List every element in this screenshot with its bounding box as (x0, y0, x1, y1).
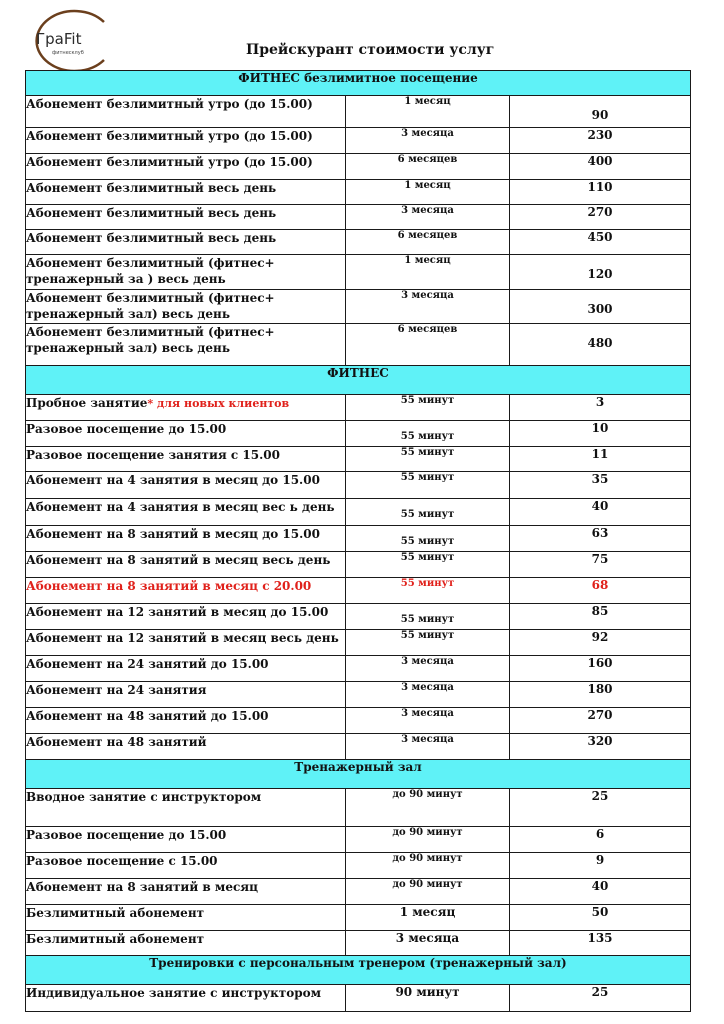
table-row (26, 827, 691, 853)
table-row (26, 205, 691, 230)
service-name-cell (26, 324, 346, 366)
service-duration: 55 минут (346, 421, 510, 447)
service-name: Разовое посещение до 15.00 (26, 827, 346, 853)
service-name: Абонемент на 8 занятий в месяц до 15.00 (26, 526, 346, 552)
service-price: 63 (510, 526, 691, 552)
service-price: 85 (510, 604, 691, 630)
service-name: Абонемент на 48 занятий (26, 734, 346, 760)
service-name: Разовое посещение до 15.00 (26, 421, 346, 447)
service-price: 75 (510, 552, 691, 578)
service-name: Абонемент безлимитный (фитнес+ (26, 325, 275, 339)
service-name: Абонемент безлимитный весь день (26, 230, 346, 255)
service-duration: до 90 минут (346, 789, 510, 827)
service-name: Абонемент на 48 занятий до 15.00 (26, 708, 346, 734)
service-duration: 55 минут (346, 395, 510, 421)
service-duration: 1 месяц (346, 255, 510, 290)
table-row-highlighted (26, 578, 691, 604)
table-row (26, 324, 691, 366)
service-name-cell (26, 395, 346, 421)
service-name-line2: тренажерный зал) весь день (26, 307, 230, 321)
service-price: 135 (510, 931, 691, 956)
service-price: 270 (510, 708, 691, 734)
service-name-line2: тренажерный зал) весь день (26, 341, 230, 355)
section-header-row (26, 366, 691, 395)
section-title: Тренажерный зал (26, 760, 691, 789)
service-duration: 3 месяца (346, 682, 510, 708)
table-row (26, 421, 691, 447)
service-name: Абонемент на 8 занятий в месяц с 20.00 (26, 578, 346, 604)
service-name: Абонемент на 12 занятий в месяц весь день (26, 630, 346, 656)
service-duration: 1 месяц (346, 96, 510, 128)
service-duration: 55 минут (346, 604, 510, 630)
table-row (26, 853, 691, 879)
table-row (26, 526, 691, 552)
table-row (26, 447, 691, 472)
service-duration: 55 минут (346, 499, 510, 526)
service-duration: 1 месяц (346, 905, 510, 931)
table-row (26, 656, 691, 682)
service-price: 40 (510, 499, 691, 526)
table-row (26, 789, 691, 827)
service-price: 68 (510, 578, 691, 604)
table-row (26, 682, 691, 708)
service-duration: 3 месяца (346, 734, 510, 760)
service-name: Абонемент безлимитный утро (до 15.00) (26, 154, 346, 180)
table-row (26, 472, 691, 499)
service-price: 480 (510, 324, 691, 366)
service-price: 3 (510, 395, 691, 421)
service-duration: 55 минут (346, 447, 510, 472)
table-row (26, 552, 691, 578)
service-price: 10 (510, 421, 691, 447)
service-price: 180 (510, 682, 691, 708)
service-name: Абонемент на 4 занятия в месяц вес ь день (26, 499, 346, 526)
service-price: 90 (510, 96, 691, 128)
service-name: Абонемент безлимитный утро (до 15.00) (26, 128, 346, 154)
table-row (26, 230, 691, 255)
service-duration: до 90 минут (346, 879, 510, 905)
section-title: ФИТНЕС безлимитное посещение (26, 71, 691, 96)
service-name: Абонемент на 4 занятия в месяц до 15.00 (26, 472, 346, 499)
service-duration: 3 месяца (346, 708, 510, 734)
service-name: Индивидуальное занятие с инструктором (26, 985, 346, 1012)
service-price: 25 (510, 985, 691, 1012)
service-name: Абонемент безлимитный весь день (26, 205, 346, 230)
service-price: 320 (510, 734, 691, 760)
service-name: Пробное занятие (26, 396, 148, 410)
service-duration: до 90 минут (346, 827, 510, 853)
service-price: 50 (510, 905, 691, 931)
service-name: Безлимитный абонемент (26, 931, 346, 956)
table-row (26, 96, 691, 128)
service-duration: 55 минут (346, 630, 510, 656)
service-duration: 3 месяца (346, 128, 510, 154)
service-price: 40 (510, 879, 691, 905)
service-name-cell (26, 290, 346, 324)
service-duration: 6 месяцев (346, 230, 510, 255)
table-row (26, 180, 691, 205)
service-name-cell (26, 255, 346, 290)
service-name-line2: тренажерный за ) весь день (26, 272, 226, 286)
table-row (26, 604, 691, 630)
table-row (26, 395, 691, 421)
new-clients-note: * для новых клиентов (147, 397, 290, 410)
logo-wordmark: ГраFit (36, 30, 82, 48)
service-name: Абонемент на 8 занятий в месяц весь день (26, 552, 346, 578)
service-price: 6 (510, 827, 691, 853)
table-row (26, 931, 691, 956)
table-row (26, 255, 691, 290)
table-row (26, 499, 691, 526)
section-header-row (26, 760, 691, 789)
service-name: Абонемент безлимитный утро (до 15.00) (26, 96, 346, 128)
table-row (26, 879, 691, 905)
section-title: Тренировки с персональным тренером (тренажерный зал) (26, 956, 691, 985)
service-name: Абонемент на 24 занятия (26, 682, 346, 708)
service-duration: 3 месяца (346, 656, 510, 682)
service-price: 92 (510, 630, 691, 656)
service-name: Абонемент на 24 занятий до 15.00 (26, 656, 346, 682)
section-header-row (26, 956, 691, 985)
service-price: 300 (510, 290, 691, 324)
service-duration: 55 минут (346, 578, 510, 604)
service-duration: 55 минут (346, 526, 510, 552)
service-duration: 6 месяцев (346, 154, 510, 180)
table-row (26, 128, 691, 154)
service-price: 230 (510, 128, 691, 154)
service-price: 450 (510, 230, 691, 255)
table-row (26, 905, 691, 931)
service-name: Абонемент на 8 занятий в месяц (26, 879, 346, 905)
service-duration: 55 минут (346, 552, 510, 578)
service-duration: 55 минут (346, 472, 510, 499)
table-row (26, 154, 691, 180)
price-table (25, 70, 691, 1012)
service-duration: 90 минут (346, 985, 510, 1012)
service-name: Разовое посещение с 15.00 (26, 853, 346, 879)
service-duration: 6 месяцев (346, 324, 510, 366)
table-row (26, 290, 691, 324)
service-name: Абонемент безлимитный (фитнес+ (26, 291, 275, 305)
service-price: 270 (510, 205, 691, 230)
table-row (26, 630, 691, 656)
service-price: 25 (510, 789, 691, 827)
table-row (26, 734, 691, 760)
service-duration: 3 месяца (346, 205, 510, 230)
section-header-row (26, 71, 691, 96)
service-price: 110 (510, 180, 691, 205)
logo-tagline: фитнесклуб (52, 50, 84, 56)
table-row (26, 708, 691, 734)
service-duration: 3 месяца (346, 290, 510, 324)
service-duration: 1 месяц (346, 180, 510, 205)
service-price: 400 (510, 154, 691, 180)
service-name: Безлимитный абонемент (26, 905, 346, 931)
price-list-title: Прейскурант стоимости услуг (246, 42, 495, 58)
grafit-logo (26, 8, 114, 72)
service-duration: до 90 минут (346, 853, 510, 879)
section-title: ФИТНЕС (26, 366, 691, 395)
service-name: Абонемент безлимитный (фитнес+ (26, 256, 275, 270)
table-row (26, 985, 691, 1012)
service-name: Абонемент безлимитный весь день (26, 180, 346, 205)
service-name: Абонемент на 12 занятий в месяц до 15.00 (26, 604, 346, 630)
service-price: 11 (510, 447, 691, 472)
service-duration: 3 месяца (346, 931, 510, 956)
service-name: Разовое посещение занятия с 15.00 (26, 447, 346, 472)
service-name: Вводное занятие с инструктором (26, 789, 346, 827)
service-price: 35 (510, 472, 691, 499)
service-price: 160 (510, 656, 691, 682)
service-price: 120 (510, 255, 691, 290)
service-price: 9 (510, 853, 691, 879)
